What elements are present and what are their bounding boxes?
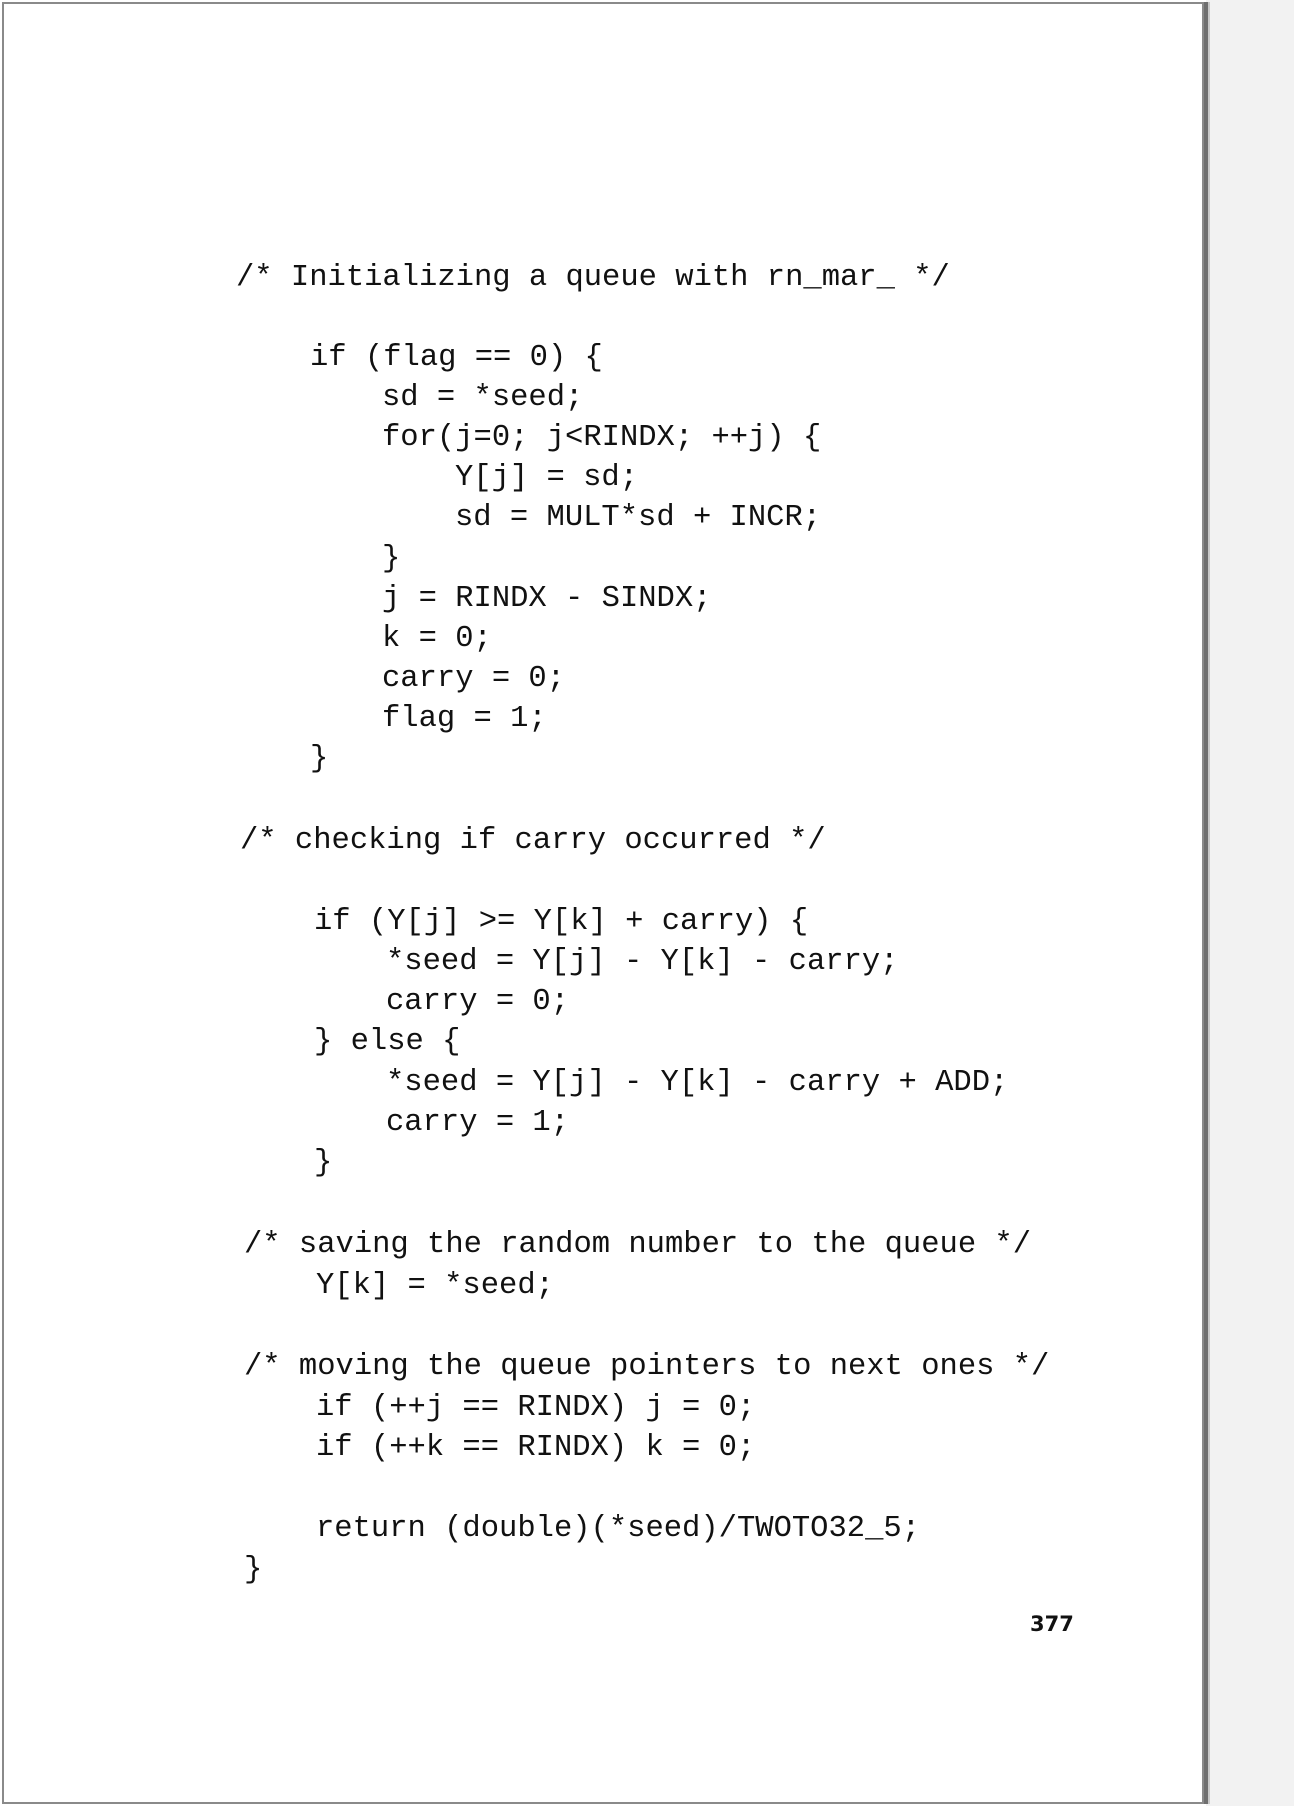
code-line: for(j=0; j<RINDX; ++j) { xyxy=(382,421,822,455)
code-line: if (++j == RINDX) j = 0; xyxy=(316,1391,756,1425)
code-comment: /* saving the random number to the queue */ xyxy=(244,1228,1032,1262)
code-line: k = 0; xyxy=(382,622,492,656)
code-line: return (double)(*seed)/TWOTO32_5; xyxy=(316,1512,920,1546)
code-line: if (Y[j] >= Y[k] + carry) { xyxy=(314,905,809,939)
code-comment: /* moving the queue pointers to next ones */ xyxy=(244,1350,1050,1384)
page-gutter xyxy=(1206,0,1294,1806)
code-line: if (++k == RINDX) k = 0; xyxy=(316,1431,756,1465)
code-line: carry = 1; xyxy=(386,1106,570,1140)
code-line: if (flag == 0) { xyxy=(310,341,603,375)
page-number: 377 xyxy=(1030,1612,1074,1636)
code-line: *seed = Y[j] - Y[k] - carry; xyxy=(386,945,899,979)
code-listing xyxy=(4,4,1202,1802)
code-line: } else { xyxy=(314,1025,461,1059)
code-line: Y[k] = *seed; xyxy=(316,1269,554,1303)
code-line: *seed = Y[j] - Y[k] - carry + ADD; xyxy=(386,1066,1009,1100)
code-line: } xyxy=(244,1553,263,1587)
code-line: sd = MULT*sd + INCR; xyxy=(455,501,822,535)
code-line: } xyxy=(382,542,401,576)
code-line: } xyxy=(310,742,329,776)
code-line: sd = *seed; xyxy=(382,381,584,415)
code-line: carry = 0; xyxy=(386,985,570,1019)
code-line: } xyxy=(314,1146,333,1180)
book-page xyxy=(2,2,1204,1804)
code-line: j = RINDX - SINDX; xyxy=(382,582,712,616)
code-line: flag = 1; xyxy=(382,702,547,736)
code-line: carry = 0; xyxy=(382,662,566,696)
code-line: Y[j] = sd; xyxy=(455,461,639,495)
code-comment: /* Initializing a queue with rn_mar_ */ xyxy=(236,261,950,295)
code-comment: /* checking if carry occurred */ xyxy=(240,824,826,858)
